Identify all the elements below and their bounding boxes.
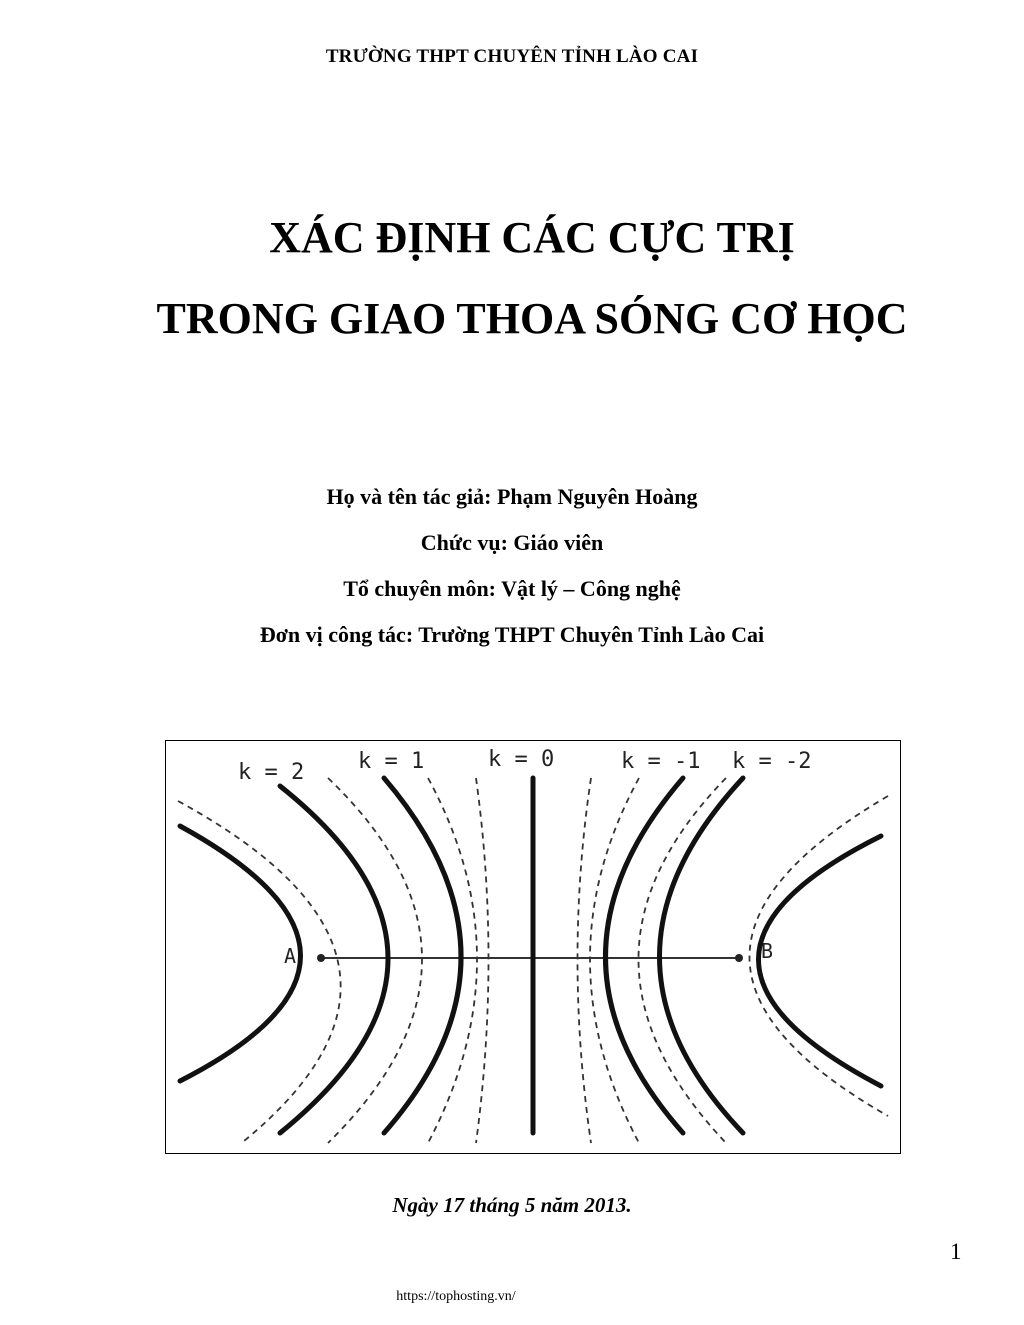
author-unit: Đơn vị công tác: Trường THPT Chuyên Tỉnh Lào Cai [259, 622, 765, 647]
point-a-dot [317, 954, 325, 962]
maximum-curve-kminus2 [759, 836, 882, 1086]
title-line-2: TRONG GIAO THOA SÓNG CƠ HỌC [156, 294, 908, 343]
maximum-curve-kminus1-outer [606, 778, 684, 1133]
author-position: Chức vụ: Giáo viên [420, 530, 604, 555]
point-b-label: B [761, 939, 774, 963]
minimum-curve-right-3 [590, 778, 639, 1143]
maximum-curve-k1-outer [384, 778, 461, 1133]
interference-diagram [166, 741, 900, 1153]
school-header: TRƯỜNG THPT CHUYÊN TỈNH LÀO CAI [325, 46, 699, 67]
k-label-1: k = 1 [358, 749, 425, 774]
minimum-curve-left-3 [428, 778, 477, 1143]
author-department: Tổ chuyên môn: Vật lý – Công nghệ [343, 576, 681, 601]
maximum-curve-k1 [280, 786, 388, 1133]
minimum-curve-right-4 [578, 778, 592, 1143]
minimum-curve-right-2 [639, 778, 727, 1143]
interference-figure [165, 740, 901, 1154]
footer-url[interactable]: https://tophosting.vn/ [396, 1289, 516, 1304]
minimum-curve-left-1 [178, 801, 341, 1141]
maximum-curve-kminus1 [660, 778, 744, 1133]
maximum-curve-k2 [180, 826, 301, 1081]
point-b-dot [735, 954, 743, 962]
title-line-1: XÁC ĐỊNH CÁC CỰC TRỊ [269, 213, 795, 262]
document-date: Ngày 17 tháng 5 năm 2013. [392, 1193, 632, 1217]
k-label-0: k = 0 [488, 747, 555, 772]
page-number: 1 [950, 1239, 962, 1264]
k-label-minus-2: k = -2 [732, 749, 812, 774]
point-a-label: A [284, 944, 297, 968]
author-name: Họ và tên tác giả: Phạm Nguyên Hoàng [326, 484, 698, 509]
minimum-curve-left-2 [328, 778, 422, 1143]
k-label-minus-1: k = -1 [621, 749, 701, 774]
k-label-2: k = 2 [238, 760, 305, 785]
